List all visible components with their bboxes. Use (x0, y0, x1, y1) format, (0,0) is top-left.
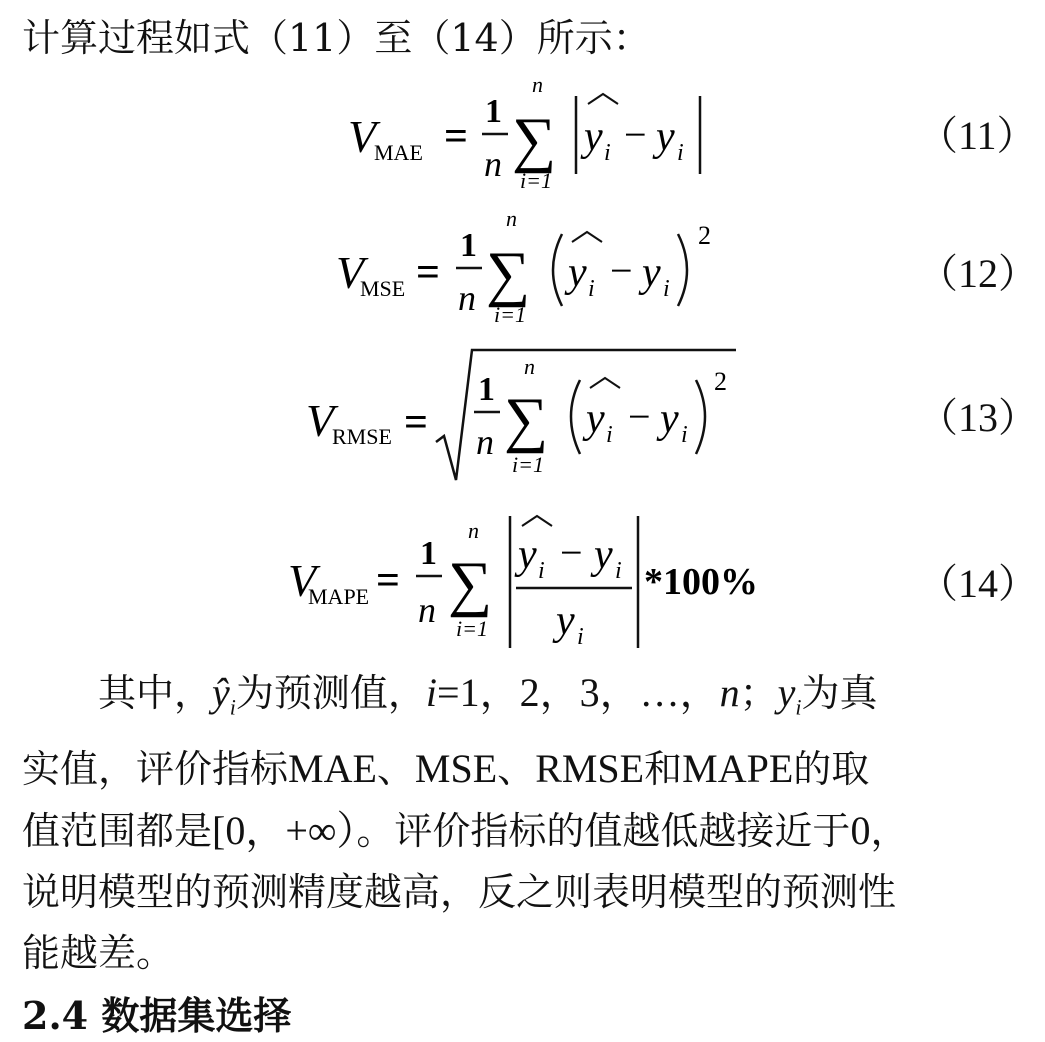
eq14-subscript: MAPE (308, 584, 370, 609)
eq11-frac-num: 1 (485, 93, 502, 130)
text-span: 其中， (98, 671, 213, 715)
explanation-paragraph (22, 662, 1032, 984)
eq14-lhs-var: V (288, 555, 317, 606)
paragraph-line-4: 说明模型的预测精度越高，反之则表明模型的预测性 (22, 869, 897, 914)
eq12-sum-lower: i=1 (494, 302, 526, 327)
n-symbol: n (719, 670, 740, 715)
paragraph-line-1 (22, 662, 1032, 738)
eq12-subscript: MSE (360, 276, 406, 301)
eq14-y-top-sub: i (615, 558, 622, 584)
paragraph-line-5: 能越差。 (22, 930, 175, 975)
eq14-suffix: *100% (644, 561, 758, 603)
text-span: 。评价指标的值越低越接近于 (356, 808, 851, 853)
paragraph-line-3 (22, 800, 1032, 862)
eq12-sum-upper: n (506, 206, 517, 231)
i-symbol: i (425, 670, 438, 715)
eq12-paren-right (678, 234, 687, 306)
text-span: 实值，评价指标 (22, 746, 289, 791)
metric-mse: MSE (414, 745, 498, 791)
eq13-y: y (660, 396, 679, 442)
eq14-y-bottom-sub: i (577, 624, 584, 650)
eq12-hat (572, 232, 602, 242)
eq13-equals: = (404, 400, 428, 446)
eq11-y: y (656, 114, 675, 160)
eq11-y-sub: i (677, 140, 684, 166)
value-range: [0，+∞） (212, 807, 357, 853)
equation-number-14: （14） (918, 561, 1038, 606)
text-span: 、 (376, 746, 415, 791)
eq14-hat (522, 516, 552, 526)
equation-number-13: （13） (918, 395, 1038, 440)
eq14-frac-num: 1 (420, 535, 437, 572)
intro-text: 计算过程如式（11）至（14）所示： (22, 16, 651, 60)
eq12-y-sub: i (663, 276, 670, 302)
eq13-yhat-sub: i (606, 422, 613, 448)
text-span: ； (739, 671, 778, 715)
eq13-subscript: RMSE (332, 424, 392, 449)
eq13-sum: ∑ (504, 386, 549, 454)
yhat-symbol: ŷ (212, 670, 230, 715)
eq13-sum-lower: i=1 (512, 452, 544, 477)
eq11-subscript: MAE (374, 140, 423, 165)
eq13-y-sub: i (681, 422, 688, 448)
eq12-sum: ∑ (486, 240, 531, 308)
eq12-frac-num: 1 (460, 227, 477, 264)
text-span: 为真 (801, 671, 878, 715)
eq13-frac-num: 1 (478, 371, 495, 408)
eq12-frac-den: n (458, 278, 476, 318)
y-subscript: i (795, 694, 802, 720)
eq12-yhat-sub: i (588, 276, 595, 302)
eq14-yhat: y (518, 532, 537, 578)
equation-mse (0, 206, 1045, 334)
eq14-equals: = (376, 558, 400, 604)
yhat-subscript: i (229, 694, 236, 720)
eq12-exponent: 2 (698, 221, 711, 250)
eq12-y: y (642, 250, 661, 296)
eq11-yhat: y (584, 114, 603, 160)
eq11-sum: ∑ (512, 106, 557, 174)
eq13-hat (590, 378, 620, 388)
eq11-sum-lower: i=1 (520, 168, 552, 193)
equation-number-12: （12） (918, 251, 1038, 296)
eq11-sum-upper: n (532, 72, 543, 97)
y-symbol: y (777, 670, 796, 715)
eq14-y-top: y (594, 532, 613, 578)
eq13-sum-upper: n (524, 354, 535, 379)
metric-mae: MAE (288, 745, 377, 791)
eq14-sum-lower: i=1 (456, 616, 488, 641)
eq12-paren-left (553, 234, 562, 306)
paragraph-line-2 (22, 738, 1032, 800)
text-span: 、 (497, 746, 536, 791)
index-range-text: =1，2，3，…， (437, 670, 720, 715)
eq12-yhat: y (568, 250, 587, 296)
equation-mape (0, 508, 1045, 656)
eq14-frac-den: n (418, 590, 436, 630)
equation-mae (0, 72, 1045, 198)
eq12-equals: = (416, 250, 440, 296)
eq13-yhat: y (586, 396, 605, 442)
eq13-paren-left (571, 380, 580, 454)
text-span: 值范围都是 (22, 808, 213, 853)
eq11-lhs-var: V (348, 111, 377, 162)
eq14-y-bottom: y (556, 598, 575, 644)
eq12-minus: − (610, 248, 633, 293)
eq14-sum-upper: n (468, 518, 479, 543)
eq11-equals: = (444, 114, 468, 160)
eq13-minus: − (628, 394, 651, 439)
eq12-lhs-var: V (336, 247, 365, 298)
metric-mape: MAPE (682, 745, 794, 791)
eq13-exponent: 2 (714, 367, 727, 396)
eq11-frac-den: n (484, 144, 502, 184)
text-span: 和 (644, 746, 683, 791)
eq11-hat (588, 94, 618, 104)
eq14-sum: ∑ (448, 550, 493, 618)
eq13-paren-right (696, 380, 705, 454)
equation-rmse (0, 346, 1045, 486)
text-span: 的取 (793, 746, 870, 791)
eq11-yhat-sub: i (604, 140, 611, 166)
eq11-minus: − (624, 112, 647, 157)
eq13-frac-den: n (476, 422, 494, 462)
equation-number-11: （11） (918, 113, 1037, 158)
section-heading: 2.4 数据集选择 (22, 993, 292, 1038)
eq13-lhs-var: V (306, 395, 335, 446)
metric-rmse: RMSE (535, 745, 645, 791)
eq14-minus: − (560, 530, 583, 575)
text-span: 为预测值， (235, 671, 426, 715)
text-span: ， (870, 808, 909, 853)
zero-value: 0 (850, 807, 871, 853)
eq14-yhat-sub: i (538, 558, 545, 584)
